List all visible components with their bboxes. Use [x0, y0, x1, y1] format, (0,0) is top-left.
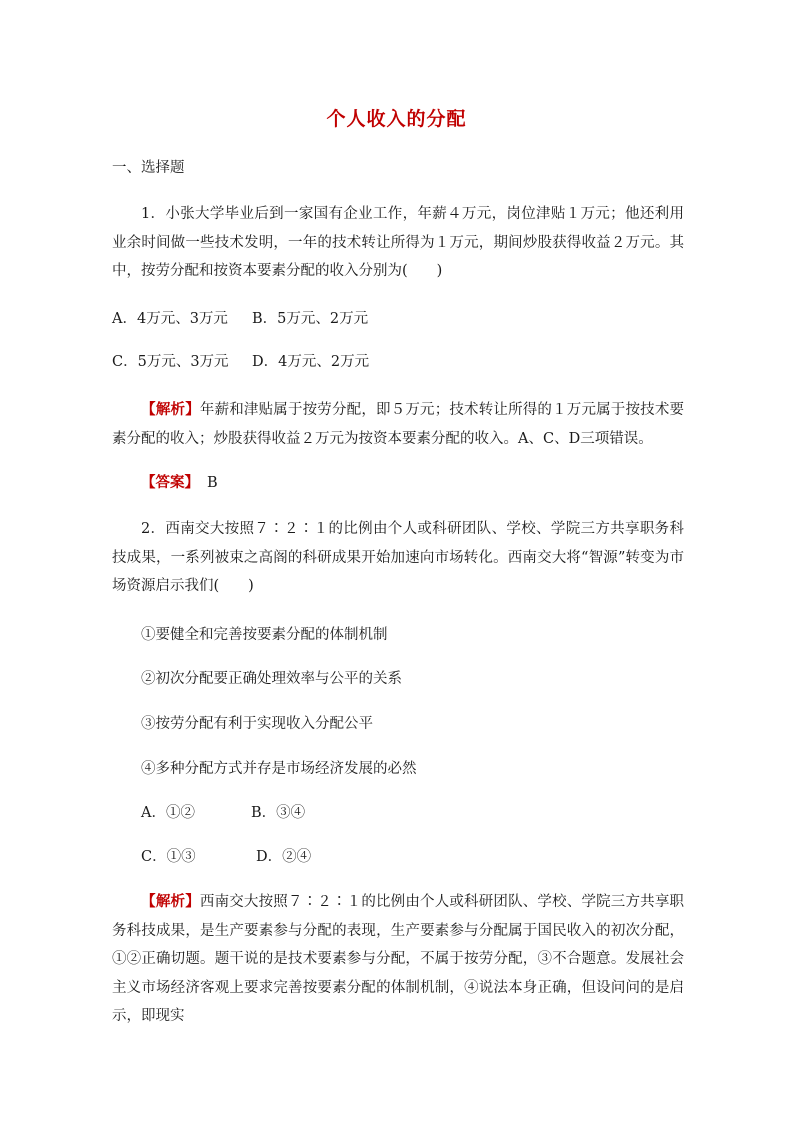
- analysis-text: 年薪和津贴属于按劳分配，即５万元；技术转让所得的１万元属于按技术要素分配的收入；炒股获得收益２万元为按资本要素分配的收入。A、C、D三项错误。: [112, 402, 685, 447]
- analysis-tag: 【解析】: [141, 893, 200, 910]
- option-d: D．②④: [256, 849, 312, 865]
- question-1-text: 1．小张大学毕业后到一家国有企业工作，年薪４万元，岗位津贴１万元；他还利用业余时间做一些技术发明，一年的技术转让所得为１万元，期间炒股获得收益２万元。其中，按劳分配和按资本要素分配的收入分别为( ): [112, 206, 684, 279]
- option-b: B．5万元、2万元: [252, 311, 369, 327]
- option-b: B．③④: [251, 805, 306, 821]
- option-a: A．①②: [141, 805, 195, 821]
- analysis-tag: 【解析】: [141, 401, 200, 418]
- option-c: C．5万元、3万元: [112, 354, 229, 370]
- question-1-answer: [112, 473, 684, 493]
- question-2-options-row-2: [141, 847, 713, 867]
- question-2-options-row-1: [141, 803, 713, 823]
- question-2-item-4: ④多种分配方式并存是市场经济发展的必然: [141, 761, 417, 777]
- option-d: D．4万元、2万元: [252, 354, 370, 370]
- question-2-item-2: ②初次分配要正确处理效率与公平的关系: [141, 671, 402, 687]
- question-2-analysis: [112, 888, 684, 1031]
- question-2-text: 2．西南交大按照７∶２∶１的比例由个人或科研团队、学校、学院三方共享职务科技成果，一系列被束之高阁的科研成果开始加速向市场转化。西南交大将“智源”转变为市场资源启示我们( ): [112, 521, 684, 594]
- question-1-analysis: [112, 396, 684, 453]
- question-1-options-row-1: [112, 309, 684, 329]
- question-2-item-1: ①要健全和完善按要素分配的体制机制: [141, 627, 388, 643]
- question-1-stem: [112, 200, 684, 286]
- question-1-options-row-2: [112, 352, 684, 372]
- question-2-stem: [112, 515, 684, 601]
- analysis-text: 西南交大按照７∶２∶１的比例由个人或科研团队、学校、学院三方共享职务科技成果，是生产要素参与分配的表现，生产要素参与分配属于国民收入的初次分配，①②正确切题。题干说的是技术要素参与分配，不属于按劳分配，③不合题意。发展社会主义市场经济客观上要求完善按要素分配的体制机制，④说法本身正确，但设问问的是启示，即现实: [112, 894, 685, 1024]
- answer-value: B: [207, 475, 218, 491]
- answer-tag: 【答案】: [141, 474, 199, 491]
- page-title: 个人收入的分配: [326, 108, 467, 130]
- option-c: C．①③: [141, 849, 196, 865]
- question-2-item-3: ③按劳分配有利于实现收入分配公平: [141, 716, 373, 732]
- option-a: A．4万元、3万元: [112, 311, 228, 327]
- section-heading: 一、选择题: [112, 160, 185, 176]
